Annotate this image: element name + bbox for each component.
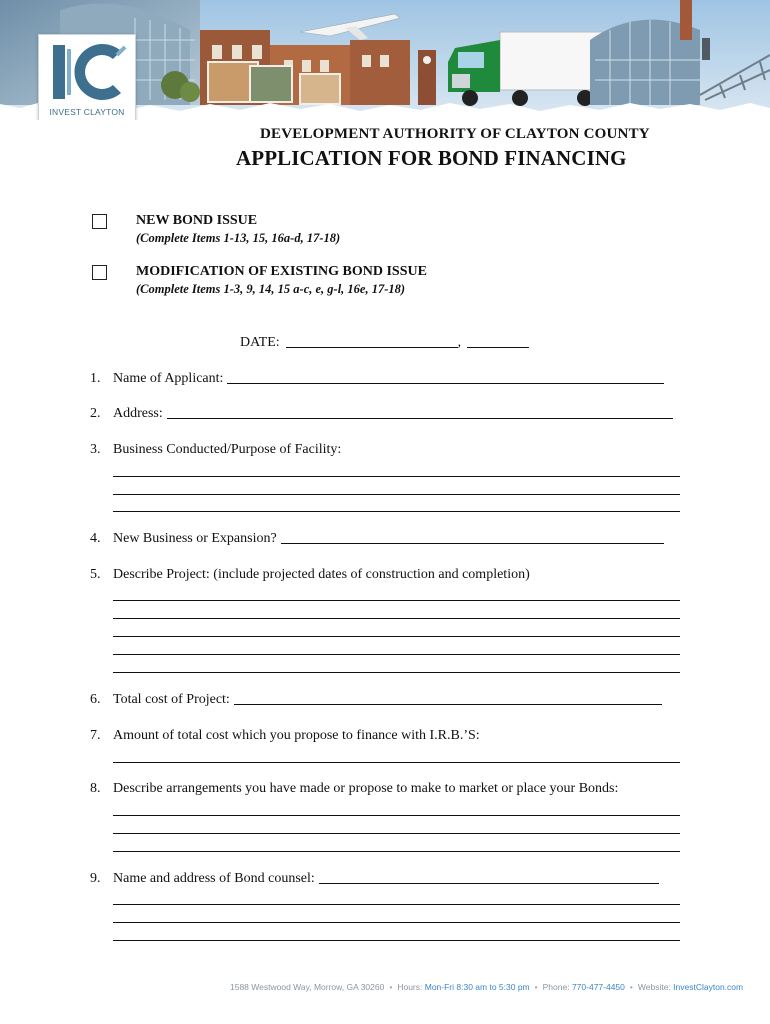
- market-arrangements-line[interactable]: [113, 833, 680, 834]
- market-arrangements-line[interactable]: [113, 851, 680, 852]
- footer-address: 1588 Westwood Way, Morrow, GA 30260: [230, 982, 385, 992]
- date-comma: ,: [457, 335, 462, 350]
- item-number: 5.: [90, 567, 101, 582]
- item-label: Address:: [113, 406, 163, 421]
- option-label: NEW BOND ISSUE: [136, 213, 258, 228]
- footer-website-label: Website:: [637, 982, 671, 992]
- item-describe-project: [90, 567, 530, 583]
- ic-logo-icon: [47, 39, 129, 105]
- footer-separator: •: [534, 982, 538, 992]
- applicant-name-field[interactable]: [227, 372, 664, 384]
- business-purpose-line[interactable]: [113, 494, 680, 495]
- item-bond-counsel: [90, 871, 659, 887]
- bond-counsel-line[interactable]: [113, 940, 680, 941]
- new-business-or-expansion-field[interactable]: [281, 532, 664, 544]
- footer-website-link[interactable]: InvestClayton.com: [673, 982, 744, 992]
- year-field[interactable]: [467, 336, 529, 348]
- market-arrangements-line[interactable]: [113, 815, 680, 816]
- invest-clayton-logo: [38, 34, 136, 120]
- footer-hours: Mon-Fri 8:30 am to 5:30 pm: [424, 982, 530, 992]
- modification-checkbox[interactable]: [92, 265, 107, 280]
- page-footer: [0, 982, 770, 992]
- footer-hours-label: Hours:: [397, 982, 423, 992]
- option-note: (Complete Items 1-3, 9, 14, 15 a-c, e, g-l, 16e, 17-18): [136, 282, 406, 296]
- project-description-line[interactable]: [113, 636, 680, 637]
- total-cost-field[interactable]: [234, 693, 662, 705]
- logo-text: INVEST CLAYTON: [49, 107, 125, 117]
- item-number: 3.: [90, 442, 101, 457]
- item-label: Name and address of Bond counsel:: [113, 871, 315, 886]
- bond-counsel-field[interactable]: [319, 872, 659, 884]
- footer-separator: •: [389, 982, 393, 992]
- footer-phone-label: Phone:: [542, 982, 570, 992]
- business-purpose-line[interactable]: [113, 476, 680, 477]
- date-label: DATE:: [240, 335, 280, 350]
- date-field[interactable]: [286, 336, 458, 348]
- project-description-line[interactable]: [113, 618, 680, 619]
- item-label: Total cost of Project:: [113, 692, 230, 707]
- item-new-business-or-expansion: [90, 531, 664, 547]
- item-label: Business Conducted/Purpose of Facility:: [113, 442, 342, 457]
- header-banner: [0, 0, 770, 120]
- address-field[interactable]: [167, 407, 673, 419]
- item-total-cost: [90, 692, 662, 708]
- option-label: MODIFICATION OF EXISTING BOND ISSUE: [136, 264, 427, 279]
- item-number: 9.: [90, 871, 101, 886]
- item-number: 1.: [90, 371, 101, 386]
- item-amount-financed: [90, 728, 480, 744]
- item-business-conducted: [90, 442, 341, 458]
- new-bond-issue-checkbox[interactable]: [92, 214, 107, 229]
- item-number: 2.: [90, 406, 101, 421]
- item-name-of-applicant: [90, 371, 664, 387]
- item-label: New Business or Expansion?: [113, 531, 277, 546]
- item-label: Describe arrangements you have made or propose to make to market or place your Bonds:: [113, 781, 619, 796]
- application-title: APPLICATION FOR BOND FINANCING: [236, 146, 627, 170]
- item-market-arrangements: [90, 781, 618, 797]
- project-description-line[interactable]: [113, 654, 680, 655]
- item-number: 7.: [90, 728, 101, 743]
- business-purpose-line[interactable]: [113, 511, 680, 512]
- project-description-line[interactable]: [113, 600, 680, 601]
- organization-title: DEVELOPMENT AUTHORITY OF CLAYTON COUNTY: [260, 126, 650, 142]
- option-note: (Complete Items 1-13, 15, 16a-d, 17-18): [136, 231, 341, 245]
- footer-phone[interactable]: 770-477-4450: [571, 982, 625, 992]
- item-label: Name of Applicant:: [113, 371, 224, 386]
- item-number: 6.: [90, 692, 101, 707]
- item-address: [90, 406, 673, 422]
- bond-counsel-line[interactable]: [113, 904, 680, 905]
- amount-financed-line[interactable]: [113, 762, 680, 763]
- item-number: 8.: [90, 781, 101, 796]
- project-description-line[interactable]: [113, 672, 680, 673]
- date-row: [240, 335, 529, 351]
- item-label: Amount of total cost which you propose to finance with I.R.B.’S:: [113, 728, 480, 743]
- footer-separator: •: [629, 982, 633, 992]
- item-label: Describe Project: (include projected dates of construction and completion): [113, 567, 530, 582]
- item-number: 4.: [90, 531, 101, 546]
- bond-counsel-line[interactable]: [113, 922, 680, 923]
